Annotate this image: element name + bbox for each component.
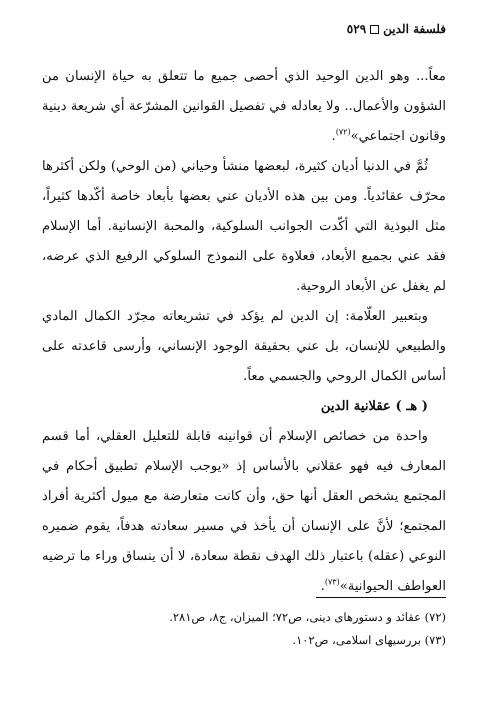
separator-square-icon (370, 25, 379, 34)
paragraph: ثُمَّ في الدنيا أديان كثيرة، لبعضها منشأ وحياني (من الوحي) ولكن أكثرها محرّف عقائدياً. ومن بين هذه الأديان عني بعضها بأبعاد خاصة أكّدها كثيراً، مثل البوذية التي أكّدت الجوانب السلوكية، والمحبة الإنسانية. أما الإسلام فقد عني بجميع الأبعاد، فعلاوة على النموذج السلوكي الرفيع الذي عرضه، لم يغفل عن الأبعاد الروحية. (42, 159, 446, 294)
paragraph-text: معاً... وهو الدين الوحيد الذي أحصى جميع ما تتعلق به حياة الإنسان من الشؤون والأعمال.. ولا يعادله في تفصيل القوانين المشرّعة أي شريعة دينية وقانون اجتماعي» (42, 69, 446, 144)
paragraph: معاً... وهو الدين الوحيد الذي أحصى جميع ما تتعلق به حياة الإنسان من الشؤون والأعمال.. ولا يعادله في تفصيل القوانين المشرّعة أي شريعة دينية وقانون اجتماعي»$^{(٧٢)}$. (42, 69, 446, 144)
section-heading: ( هـ ) عقلانية الدين (320, 399, 428, 414)
footnote: (٧٣) بررسیهای اسلامی، ص١٠٢. (292, 633, 446, 647)
running-header (347, 22, 446, 36)
footnote-ref: (٧٢) (335, 127, 351, 137)
paragraph-text: واحدة من خصائص الإسلام أن قوانينه قابلة للتعليل العقلي، أما قسم المعارف فيه فهو عقلاني بالأساس إذ «يوجب الإسلام تطبيق أحكام في المجتمع يشخص العقل أنها حق، وأن كانت متعارضة مع ميول أكثرية أفراد المجتمع؛ لأنَّ على الإنسان أن يأخذ في مسير سعادته هدفاً، يقوم ضميره النوعي (عقله) باعتبار ذلك الهدف نقطة سعادة، لا أن ينساق وراء ما ترضيه العواطف الحيوانية» (42, 429, 446, 594)
running-title: فلسفة الدين (383, 22, 446, 36)
footnote: (٧٢) عقائد و دستورهای دینی، ص٧٢؛ الميزان، ج٨، ص٢٨١. (169, 610, 446, 624)
main-text (42, 62, 446, 602)
footnote-divider (316, 597, 446, 598)
footnote-ref: (٧٣) (324, 577, 340, 587)
page-number: ٥٢٩ (346, 22, 367, 36)
paragraph: واحدة من خصائص الإسلام أن قوانينه قابلة للتعليل العقلي، أما قسم المعارف فيه فهو عقلاني بالأساس إذ «يوجب الإسلام تطبيق أحكام في المجتمع يشخص العقل أنها حق، وأن كانت متعارضة مع ميول أكثرية أفراد المجتمع؛ لأنَّ على الإنسان أن يأخذ في مسير سعادته هدفاً، يقوم ضميره النوعي (عقله) باعتبار ذلك الهدف نقطة سعادة، لا أن ينساق وراء ما ترضيه العواطف الحيوانية»$^{(٧٣)}$. (42, 429, 446, 594)
footnotes (42, 606, 446, 652)
paragraph: وبتعبير العلّامة: إن الدين لم يؤكد في تشريعاته مجرّد الكمال المادي والطبيعي للإنسان، بل عني بحقيقة الوجود الإنساني، وأرسى قاعدته على أساس الكمال الروحي والجسمي معاً. (42, 309, 446, 384)
